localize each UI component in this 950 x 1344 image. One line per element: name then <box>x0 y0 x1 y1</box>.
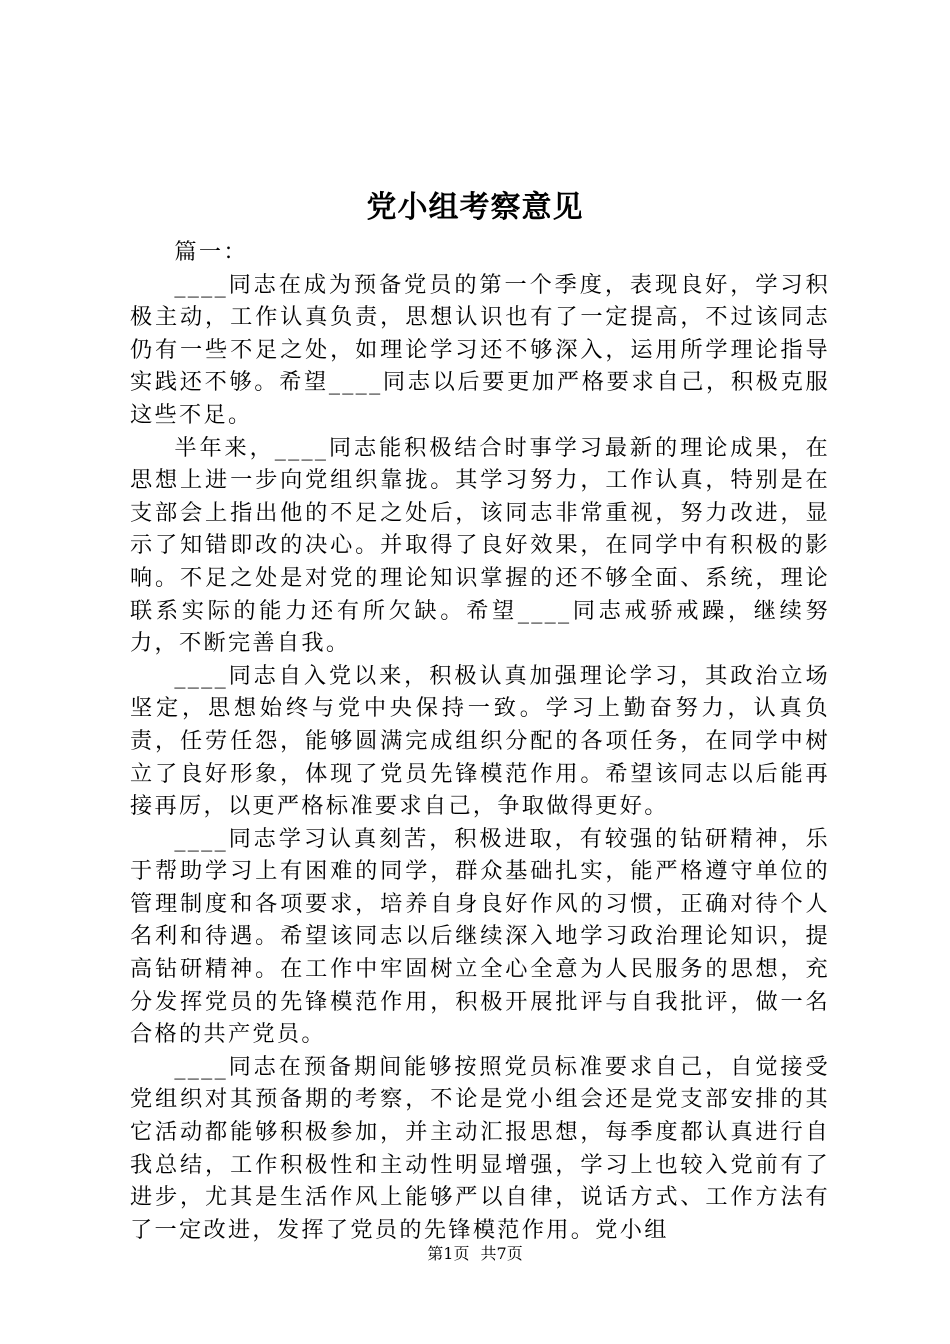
document-body <box>130 236 830 1246</box>
page-footer <box>0 1244 950 1264</box>
section-label: 篇一： <box>174 239 248 265</box>
paragraph: ____同志自入党以来，积极认真加强理论学习，其政治立场坚定，思想始终与党中央保持一致。学习上勤奋努力，认真负责，任劳任怨，能够圆满完成组织分配的各项任务，在同学中树立了良好形象，体现了党员先锋模范作用。希望该同志以后能再接再厉，以更严格标准要求自己，争取做得更好。 <box>130 662 830 820</box>
paragraph: ____同志在预备期间能够按照党员标准要求自己，自觉接受党组织对其预备期的考察，不论是党小组会还是党支部安排的其它活动都能够积极参加，并主动汇报思想，每季度都认真进行自我总结，工作积极性和主动性明显增强，学习上也较入党前有了进步，尤其是生活作风上能够严以自律，说话方式、工作方法有了一定改进，发挥了党员的先锋模范作用。党小组 <box>130 1053 830 1243</box>
paragraph: ____同志学习认真刻苦，积极进取，有较强的钻研精神，乐于帮助学习上有困难的同学，群众基础扎实，能严格遵守单位的管理制度和各项要求，培养自身良好作风的习惯，正确对待个人名利和待遇。希望该同志以后继续深入地学习政治理论知识，提高钻研精神。在工作中牢固树立全心全意为人民服务的思想，充分发挥党员的先锋模范作用，积极开展批评与自我批评，做一名合格的共产党员。 <box>130 825 830 1048</box>
paragraph: ____同志在成为预备党员的第一个季度，表现良好，学习积极主动，工作认真负责，思想认识也有了一定提高，不过该同志仍有一些不足之处，如理论学习还不够深入，运用所学理论指导实践还不够。希望____同志以后要更加严格要求自己，积极克服这些不足。 <box>130 271 830 428</box>
page-number-total: 共7页 <box>480 1244 523 1263</box>
page-number-current: 第1页 <box>427 1244 470 1263</box>
paragraph: 半年来，____同志能积极结合时事学习最新的理论成果，在思想上进一步向党组织靠拢。其学习努力，工作认真，特别是在支部会上指出他的不足之处后，该同志非常重视，努力改进，显示了知错即改的决心。并取得了良好效果，在同学中有积极的影响。不足之处是对党的理论知识掌握的还不够全面、系统，理论联系实际的能力还有所欠缺。希望____同志戒骄戒躁，继续努力，不断完善自我。 <box>130 434 830 657</box>
document-title: 党小组考察意见 <box>366 190 584 225</box>
